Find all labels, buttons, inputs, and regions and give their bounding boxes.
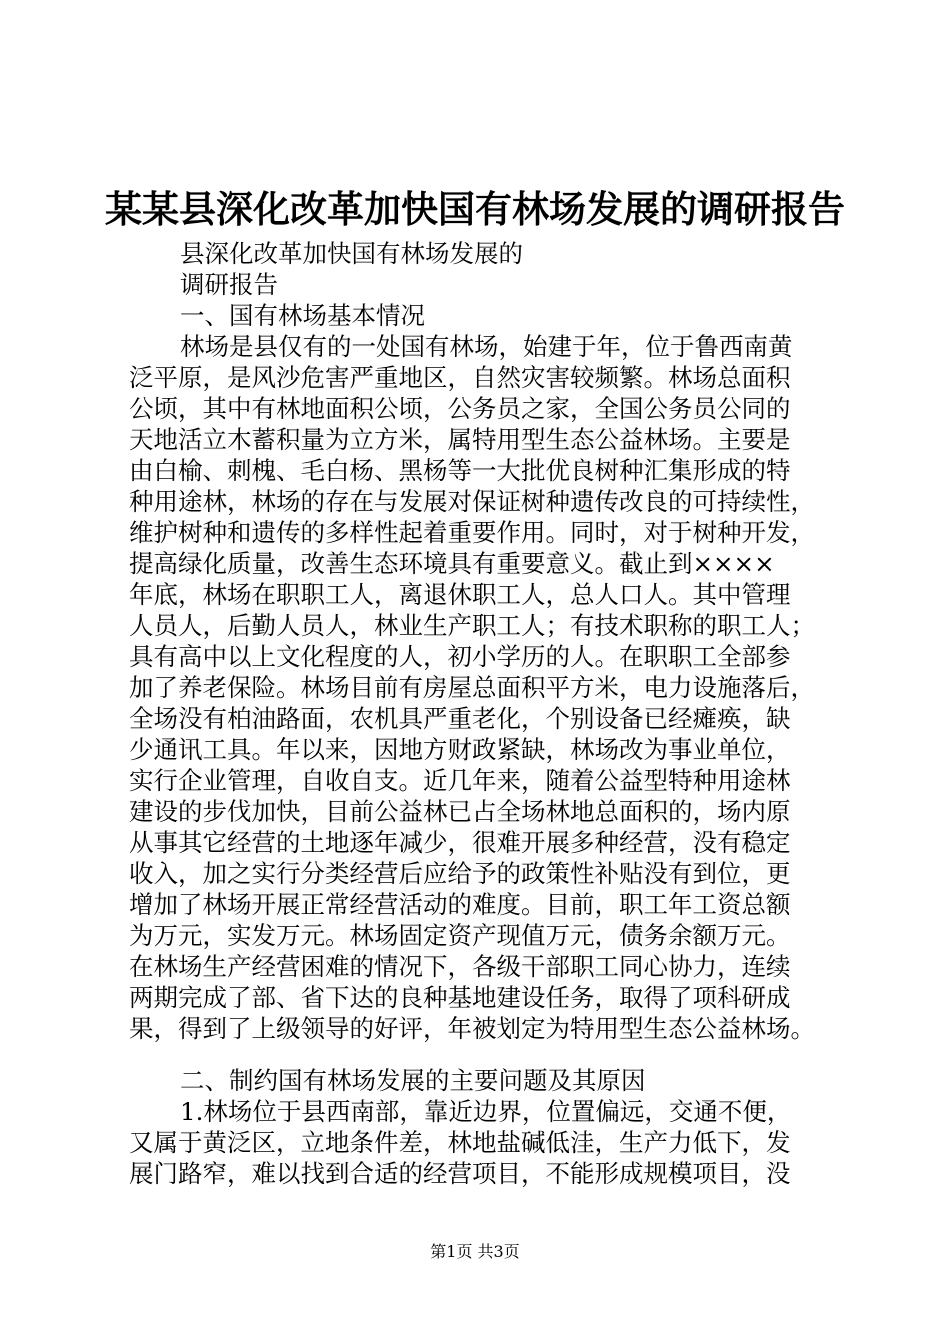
- paragraph-line: 从事其它经营的土地逐年减少，很难开展多种经营，没有稳定: [129, 828, 791, 857]
- paragraph-line: 在林场生产经营困难的情况下，各级干部职工同心协力，连续: [129, 952, 791, 981]
- subtitle-line-1: 县深化改革加快国有林场发展的: [180, 239, 523, 268]
- paragraph-line: 果，得到了上级领导的好评，年被划定为特用型生态公益林场。: [129, 1014, 815, 1043]
- paragraph-line: 建设的步伐加快，目前公益林已占全场林地总面积的，场内原: [129, 797, 791, 826]
- paragraph-line: 增加了林场开展正常经营活动的难度。目前，职工年工资总额: [129, 890, 791, 919]
- paragraph-line: 天地活立木蓄积量为立方米，属特用型生态公益林场。主要是: [129, 425, 791, 454]
- paragraph-line: 具有高中以上文化程度的人，初小学历的人。在职职工全部参: [129, 642, 791, 671]
- paragraph-line: 林场是县仅有的一处国有林场，始建于年，位于鲁西南黄: [180, 332, 793, 361]
- paragraph-line: 为万元，实发万元。林场固定资产现值万元，债务余额万元。: [129, 921, 791, 950]
- paragraph-line: 加了养老保险。林场目前有房屋总面积平方米，电力设施落后，: [129, 673, 815, 702]
- document-title: 某某县深化改革加快国有林场发展的调研报告: [105, 187, 845, 231]
- paragraph-line: 种用途林，林场的存在与发展对保证树种遗传改良的可持续性，: [129, 487, 815, 516]
- section2-heading: 二、制约国有林场发展的主要问题及其原因: [180, 1066, 646, 1095]
- paragraph-line: 全场没有柏油路面，农机具严重老化，个别设备已经瘫痪，缺: [129, 704, 791, 733]
- page-footer: 第1页 共3页: [430, 1242, 520, 1261]
- paragraph-line: 1.林场位于县西南部，靠近边界，位置偏远，交通不便，: [180, 1097, 792, 1126]
- paragraph-line: 公顷，其中有林地面积公顷，公务员之家，全国公务员公同的: [129, 394, 791, 423]
- paragraph-line: 维护树种和遗传的多样性起着重要作用。同时，对于树种开发，: [129, 518, 815, 547]
- paragraph-line: 又属于黄泛区，立地条件差，林地盐碱低洼，生产力低下，发: [129, 1128, 791, 1157]
- paragraph-line: 展门路窄，难以找到合适的经营项目，不能形成规模项目，没: [129, 1159, 791, 1188]
- paragraph-line: 提高绿化质量，改善生态环境具有重要意义。截止到××××: [129, 549, 775, 578]
- paragraph-line: 由白榆、刺槐、毛白杨、黑杨等一大批优良树种汇集形成的特: [129, 456, 791, 485]
- paragraph-line: 收入，加之实行分类经营后应给予的政策性补贴没有到位，更: [129, 859, 791, 888]
- paragraph-line: 两期完成了部、省下达的良种基地建设任务，取得了项科研成: [129, 983, 791, 1012]
- paragraph-line: 实行企业管理，自收自支。近几年来，随着公益型特种用途林: [129, 766, 791, 795]
- paragraph-line: 人员人，后勤人员人，林业生产职工人；有技术职称的职工人；: [129, 611, 815, 640]
- paragraph-line: 泛平原，是风沙危害严重地区，自然灾害较频繁。林场总面积: [129, 363, 791, 392]
- paragraph-line: 少通讯工具。年以来，因地方财政紧缺，林场改为事业单位，: [129, 735, 791, 764]
- paragraph-line: 年底，林场在职职工人，离退休职工人，总人口人。其中管理: [129, 580, 791, 609]
- subtitle-line-2: 调研报告: [180, 270, 278, 299]
- section1-heading: 一、国有林场基本情况: [180, 301, 425, 330]
